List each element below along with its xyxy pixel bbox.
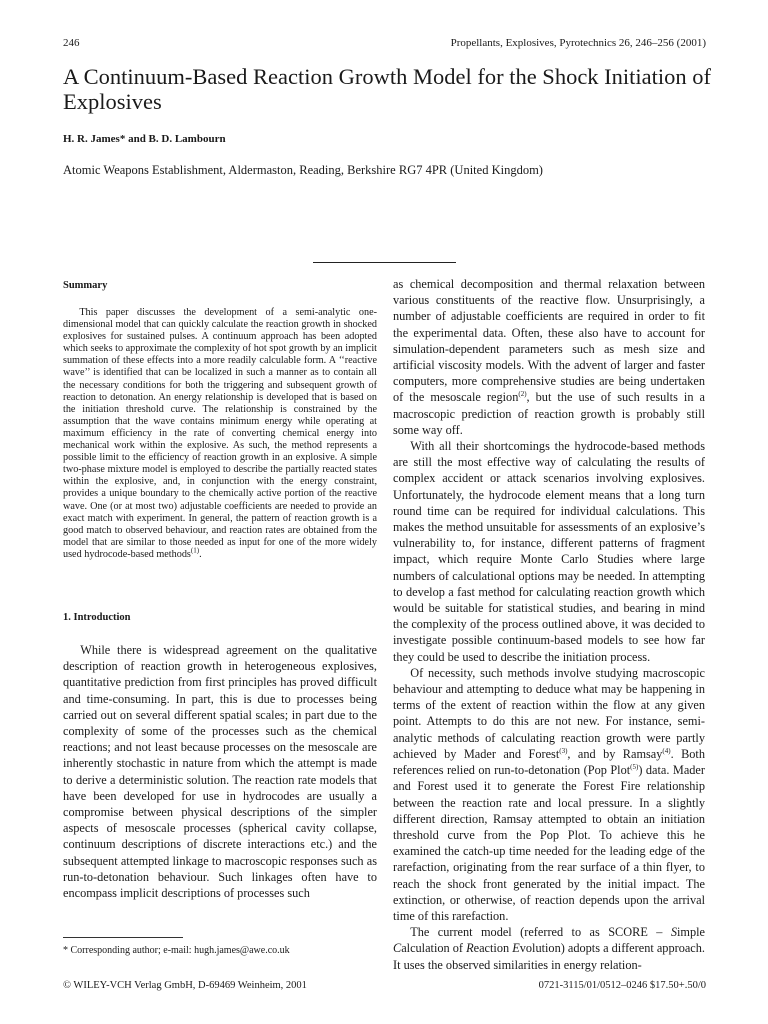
summary-text: This paper discusses the development of a semi-analytic one-dimensional model that can quickly calculate the reaction growth in shocked explosives for sustained pulses. A continuum approach has been adopted which seeks to approximate the complexity of hot spot growth by an implicit summation of these effects into a more readily calculable form. A ‘‘reactive wave’’ is identified that can be localized in such a manner as to contain all the necessary conditions for both the triggering and subsequent growth of reaction to detonation. An energy relationship is developed that is based on the initiation threshold curve. The relationship is constrained by the assumption that the wave contains minimum energy while operating at maximum efficiency in the rate of converting chemical energy into mechanical work within the explosive. As such, the method represents a possible limit to the efficiency of reaction growth in an explosive. A simple two-phase mixture model is employed to describe the partially reacted states within the explosive, and, in conjunction with the energy constraint, provides a unique boundary to the chemically active portion of the reactive wave. One (or at most two) adjustable coefficients are needed to provide an exact match with experiment. In general, the pattern of reaction growth is a good match to observed behaviour, and reaction rates are obtained from the model that are similar to those needed as input for one of the more widely used hydrocode-based methods$^{(1)}$.	[63, 307, 377, 560]
journal-citation: Propellants, Explosives, Pyrotechnics 26, 246–256 (2001)	[450, 37, 706, 49]
paragraph: as chemical decomposition and thermal relaxation between various constituents of the reactive flow. Unsurprisingly, a number of adjustable coefficients are required in order to fit the experimental data. Often, these also have to account for simulation-dependent parameters such as mesh size and artificial viscosity models. With the advent of larger and faster computers, more comprehensive studies are being undertaken of the mesoscale region$^{(2)}$, but the use of such results in a macroscopic prediction of reaction growth is probably still some way off.	[393, 277, 706, 437]
paragraph: The current model (referred to as SCORE – Simple Calculation of Reaction Evolution) adopts a different approach. It uses the observed similarities in energy relation-	[393, 925, 705, 972]
citation-ref: (2)	[518, 390, 527, 399]
copyright: © WILEY-VCH Verlag GmbH, D-69469 Weinheim, 2001	[63, 980, 307, 991]
footnote: * Corresponding author; e-mail: hugh.james@awe.co.uk	[63, 945, 290, 956]
paragraph: While there is widespread agreement on the qualitative description of reaction growth in heterogeneous explosives, quantitative prediction from first principles has proved difficult and time-consuming. In part, this is due to processes being carried out on several different spatial scales; in part due to the complexity of some of the processes such as the chemical reactions; and not least because processes on the mesoscale are inherently stochastic in nature from which the attempt is made to derive a deterministic solution. The reaction rate models that have been developed for use in hydrocodes are usually a compromise between physical descriptions of the simpler aspects of mesoscale processes (spherical cavity collapse, continuum descriptions of discrete interactions etc.) and the subsequent attempted linkage to macroscopic responses such as run-to-detonation behaviour. Such linkages often have to encompass implicit descriptions of processes such	[63, 643, 377, 901]
citation-ref: (5)	[630, 763, 639, 771]
introduction-heading: 1. Introduction	[63, 612, 131, 623]
paragraph: With all their shortcomings the hydrocode-based methods are still the most effective way of calculating the results of complex accident or attack scenarios involving explosives. Unfortunately, the hydrocode element means that a long turn round time can be required for individual calculations. This makes the method unsuitable for assessments of an explosive’s vulnerability to, for instance, different patterns of fragment impact, which require Monte Carlo Studies where large numbers of calculational options may be needed. In attempting to develop a fast method for calculating reaction growth which would be suitable for statistical studies, and bearing in mind the complexity of the process outlined above, it was decided to investigate possible continuum-based models to see how far they could be used to describe the initiation process.	[393, 439, 705, 664]
article-code: 0721-3115/01/0512–0246 $17.50+.50/0	[538, 980, 706, 991]
article-title: A Continuum-Based Reaction Growth Model for the Shock Initiation of Explosives	[63, 64, 712, 114]
affiliation: Atomic Weapons Establishment, Aldermaston, Reading, Berkshire RG7 4PR (United Kingdom)	[63, 163, 543, 177]
authors: H. R. James* and B. D. Lambourn	[63, 133, 226, 145]
divider	[313, 262, 456, 263]
paragraph: Of necessity, such methods involve studying macroscopic behaviour and attempting to deduce what may be happening in terms of the extent of reaction within the flow at any given point. Attempts to do this are not new. For instance, semi-analytic methods of calculating reaction growth were partly achieved by Mader and Forest$^{(3)}$, and by Ramsay$^{(4)}$. Both references relied on run-to-detonation (Pop Plot$^{(5)}$) data. Mader and Forest used it to generate the Forest Fire relationship between the reaction rate and local pressure. In a slightly different direction, Ramsay attempted to obtain an initiation threshold curve from the Pop Plot. To achieve this he examined the catch-up time needed for the leading edge of the rarefaction, originating from the rear surface of a thin flyer, to reach the shock front generated by the initial impact. The extinction, or otherwise, of reaction depends upon the arrival time of this rarefaction.	[393, 665, 705, 923]
introduction-body	[63, 642, 377, 901]
summary-heading: Summary	[63, 280, 108, 291]
citation-ref: (3)	[559, 746, 568, 755]
page-number: 246	[63, 37, 80, 49]
citation-ref: (1)	[190, 546, 200, 555]
right-column	[393, 276, 705, 973]
footnote-divider	[63, 937, 183, 938]
citation-ref: (4)	[662, 746, 671, 755]
